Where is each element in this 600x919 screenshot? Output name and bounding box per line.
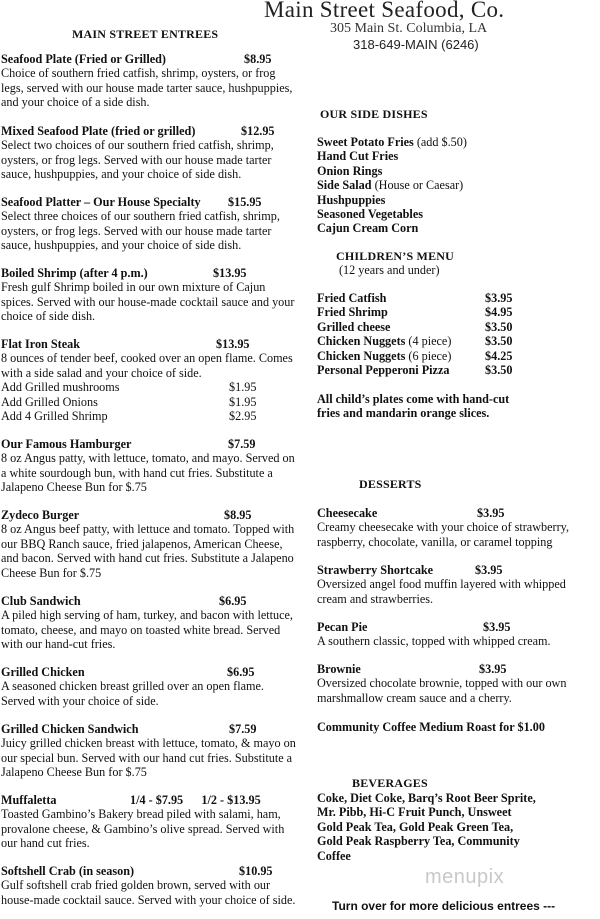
item-name: Cheesecake [317, 506, 378, 520]
item-description: A seasoned chicken breast grilled over an open flame. Served with your choice of side. [1, 679, 264, 708]
addon-row [1, 409, 299, 423]
childrens-menu-subtitle: (12 years and under) [339, 263, 440, 277]
restaurant-address: 305 Main St. Columbia, LA [330, 21, 488, 36]
item-name: Mixed Seafood Plate (fried or grilled) [1, 124, 196, 138]
entree-item [1, 594, 299, 652]
item-name: Seafood Plate (Fried or Grilled) [1, 52, 166, 66]
addon-price: $1.95 [229, 394, 257, 409]
item-name: Club Sandwich [1, 594, 81, 608]
kid-item: Fried Catfish $3.95 [317, 291, 513, 305]
entrees-heading: MAIN STREET ENTREES [72, 27, 219, 41]
item-name: Flat Iron Steak [1, 337, 80, 351]
kid-item: Fried Shrimp $4.95 [317, 305, 513, 320]
item-name: Zydeco Burger [1, 508, 80, 522]
restaurant-phone: 318-649-MAIN (6246) [353, 37, 479, 52]
item-description: A piled high serving of ham, turkey, and bacon with lettuce, tomato, cheese, and mayo on toasted white bread. Served with our hand-cut fries. [1, 608, 293, 652]
menupix-watermark: menupix [425, 866, 505, 888]
beverages-heading: BEVERAGES [352, 776, 428, 790]
addon-price: $1.95 [229, 380, 257, 395]
entree-item [1, 864, 299, 907]
item-description: Choice of southern fried catfish, shrimp, oysters, or frog legs, served with our house made tarter sauce, hushpuppies, and your choice of a side dish. [1, 66, 293, 110]
entree-item [1, 665, 299, 708]
item-description: Juicy grilled chicken breast with lettuce, tomato, & mayo on our special bun. Served with our hand cut fries. Substitute a Jalapeno Cheese Bun for $.75 [1, 736, 296, 780]
item-price: $6.95 [227, 665, 255, 679]
item-price: 1/4 - $7.95 1/2 - $13.95 [130, 793, 261, 807]
item-price: $3.95 [475, 563, 503, 577]
side-item: Hand Cut Fries [317, 149, 399, 164]
item-price: $8.95 [224, 508, 252, 522]
item-price: $6.95 [219, 594, 247, 608]
item-name: Grilled Chicken Sandwich [1, 722, 139, 736]
item-price: $7.59 [229, 722, 257, 736]
entree-item [1, 195, 299, 253]
item-description: Select three choices of our southern fried catfish, shrimp, oysters, or frog legs. Served with our house made tarter sauce, hushpuppies, and your choice of side dish. [1, 209, 280, 253]
item-price: $3.95 [477, 506, 505, 520]
entree-item [1, 52, 299, 110]
kid-item: Personal Pepperoni Pizza $3.50 [317, 362, 513, 377]
coffee-offer: Community Coffee Medium Roast for $1.00 [317, 720, 545, 734]
item-price: $10.95 [239, 864, 273, 878]
item-name: Seafood Platter – Our House Specialty [1, 195, 201, 209]
side-item: Seasoned Vegetables [317, 207, 423, 222]
item-price: $12.95 [241, 124, 275, 138]
item-price: $7.59 [228, 437, 256, 451]
entree-item [1, 722, 299, 780]
side-item: Cajun Cream Corn [317, 221, 419, 236]
side-item: Side Salad (House or Caesar) [317, 178, 464, 193]
entree-item [1, 508, 299, 580]
item-price: $8.95 [244, 52, 272, 66]
desserts-heading: DESSERTS [359, 477, 422, 491]
item-name: Our Famous Hamburger [1, 437, 132, 451]
item-description: 8 oz Angus beef patty, with lettuce and tomato. Topped with our BBQ Ranch sauce, fried jalapenos, American Cheese, and bacon. Served with hand cut fries. Substitute a Jalapeno Cheese Bun for $.75 [1, 522, 295, 580]
item-price: $13.95 [213, 266, 247, 280]
item-description: 8 ounces of tender beef, cooked over an open flame. Comes with a side salad and your choice of side. [1, 351, 293, 380]
item-description: Gulf softshell crab fried golden brown, served with our house-made cocktail sauce. Served with your choice of side. [1, 878, 296, 907]
addon-name: Add Grilled mushrooms [1, 380, 120, 395]
childrens-menu-footnote: All child’s plates come with hand-cut fries and mandarin orange slices. [317, 392, 510, 421]
side-item: Sweet Potato Fries (add $.50) [317, 135, 467, 149]
item-price: $3.95 [479, 662, 507, 676]
item-description: Select two choices of our southern fried catfish, shrimp, oysters, or frog legs. Served with our house made tarter sauce, hushpuppies, and your choice of side dish. [1, 138, 274, 182]
dessert-item [317, 662, 587, 705]
addon-row [1, 380, 299, 394]
item-description: 8 oz Angus patty, with lettuce, tomato, and mayo. Served on a white sourdough bun, with hand cut fries. Substitute a Jalapeno Cheese Bun for $.75 [1, 451, 295, 495]
restaurant-name: Main Street Seafood, Co. [264, 0, 505, 22]
sides-heading: OUR SIDE DISHES [320, 107, 428, 121]
entree-item [1, 124, 299, 182]
sides-list [317, 135, 467, 236]
item-description: Toasted Gambino’s Bakery bread piled with salami, ham, provalone cheese, & Gambino’s olive spread. Served with our hand cut fries. [1, 807, 285, 851]
childrens-menu-heading: CHILDREN’S MENU [336, 249, 455, 263]
addon-price: $2.95 [229, 408, 257, 423]
item-name: Brownie [317, 662, 361, 676]
item-name: Strawberry Shortcake [317, 563, 434, 577]
item-price: $13.95 [216, 337, 250, 351]
side-item: Onion Rings [317, 163, 383, 178]
dessert-item [317, 506, 587, 549]
entree-item [1, 266, 299, 324]
addon-name: Add 4 Grilled Shrimp [1, 408, 108, 423]
item-price: $3.95 [483, 620, 511, 634]
dessert-item [317, 620, 587, 649]
kid-item: Chicken Nuggets (4 piece) $3.50 [317, 334, 513, 349]
item-description: Fresh gulf Shrimp boiled in our own mixture of Cajun spices. Served with our house-made cocktail sauce and your choice of side dish. [1, 280, 295, 324]
addon-row [1, 395, 299, 409]
item-name: Pecan Pie [317, 620, 368, 634]
item-description: A southern classic, topped with whipped cream. [317, 634, 551, 649]
item-price: $15.95 [228, 195, 262, 209]
entree-item [1, 793, 299, 851]
item-description: Oversized angel food muffin layered with whipped cream and strawberries. [317, 577, 566, 606]
item-description: Oversized chocolate brownie, topped with our own marshmallow cream sauce and a cherry. [317, 676, 567, 705]
item-name: Boiled Shrimp (after 4 p.m.) [1, 266, 148, 280]
kid-item: Grilled cheese $3.50 [317, 319, 513, 334]
item-name: Softshell Crab (in season) [1, 864, 135, 878]
side-item: Hushpuppies [317, 192, 386, 207]
dessert-item [317, 563, 587, 606]
addon-name: Add Grilled Onions [1, 394, 98, 409]
entree-item [1, 437, 299, 495]
childrens-menu-list [317, 291, 537, 377]
beverages-list: Coke, Diet Coke, Barq’s Root Beer Sprite, Mr. Pibb, Hi-C Fruit Punch, Unsweet Gold Peak Tea, Gold Peak Green Tea, Gold Peak Raspberry Tea, Community Coffee [317, 791, 536, 863]
item-name: Grilled Chicken [1, 665, 85, 679]
entree-item [1, 337, 299, 423]
kid-item: Chicken Nuggets (6 piece) $4.25 [317, 348, 513, 363]
turn-over-note: Turn over for more delicious entrees --- [332, 899, 556, 913]
item-description: Creamy cheesecake with your choice of strawberry, raspberry, chocolate, vanilla, or caramel topping [317, 520, 569, 549]
item-name: Muffaletta [1, 793, 57, 807]
